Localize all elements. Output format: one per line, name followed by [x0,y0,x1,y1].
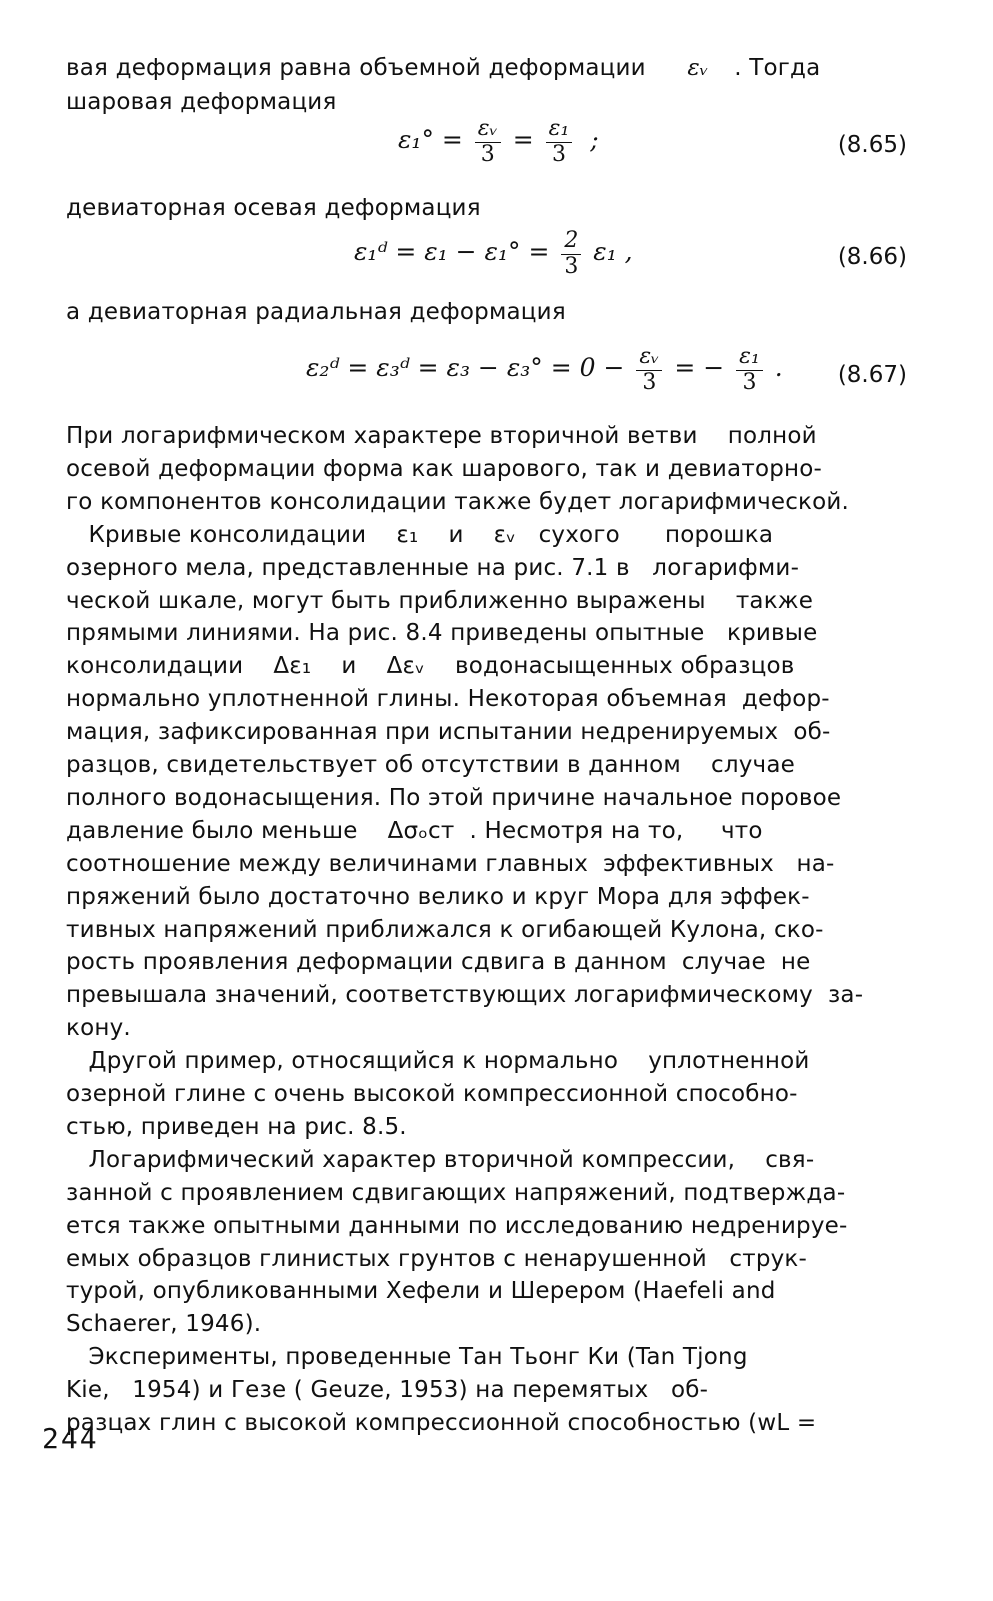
body-line: озерной глине с очень высокой компрессионной способно- [66,1081,798,1107]
eq867-frac2-den: 3 [742,370,757,395]
body-line: Логарифмический характер вторичной компрессии, свя- [66,1146,815,1173]
body-line: Другой пример, относящийся к нормально уплотненной [66,1048,810,1075]
eq865-frac1-den: 3 [480,142,495,167]
equation-8-65 [398,116,599,167]
body-line: кону. [66,1015,131,1042]
eq866-fraction [561,228,581,279]
intro-line-3: девиаторная осевая деформация [66,195,481,221]
eq867-mid: = − [674,353,725,382]
eq866-tail: ε₁ , [593,237,633,266]
body-line: нормально уплотненной глины. Некоторая объемная дефор- [66,686,830,713]
body-line: тивных напряжений приближался к огибающей Кулона, ско- [66,916,824,943]
eq866-lhs: ε₁ᵈ = ε₁ − ε₁° = [354,237,550,266]
body-line: соотношение между величинами главных эффективных на- [66,850,835,877]
body-line: Эксперименты, проведенные Тан Тьонг Ки (Tan Tjong [66,1344,748,1371]
body-line: го компонентов консолидации также будет логарифмической. [66,488,850,515]
body-line: разцов, свидетельствует об отсутствии в данном случае [66,752,795,778]
equation-8-66 [354,228,633,279]
intro-line-2: шаровая деформация [66,89,337,115]
eq867-frac1-den: 3 [642,370,657,395]
body-line: разцах глин с высокой компрессионной способностью (wL = [66,1410,817,1436]
eq865-lhs: ε₁° = [398,125,463,154]
eq865-fraction-2 [546,116,573,167]
eq867-lhs: ε₂ᵈ = ε₃ᵈ = ε₃ − ε₃° = 0 − [306,353,625,382]
eq867-frac1-num: εᵥ [636,344,662,371]
eq867-frac2-num: ε₁ [736,344,763,371]
body-line: Кривые консолидации ε₁ и εᵥ сухого порошка [66,521,774,548]
eq867-fraction-2 [736,344,763,395]
body-line: занной с проявлением сдвигающих напряжений, подтвержда- [66,1179,846,1206]
body-line: При логарифмическом характере вторичной ветви полной [66,423,817,449]
eq865-fraction-1 [475,116,501,167]
eq865-tail: ; [590,125,599,154]
equation-number-8-67: (8.67) [837,362,907,388]
eq865-frac2-num: ε₁ [546,116,573,143]
intro-line-4: а девиаторная радиальная деформация [66,299,566,325]
intro-line-1-text: вая деформация равна объемной деформации [66,55,646,81]
body-line: консолидации Δε₁ и Δεᵥ водонасыщенных образцов [66,653,795,680]
page-number: 244 [42,1422,99,1455]
equation-8-67 [306,344,783,395]
body-line: осевой деформации форма как шарового, так и девиаторно- [66,455,823,482]
eq865-mid: = [512,125,534,154]
body-line: ческой шкале, могут быть приближенно выражены также [66,587,814,614]
eq865-frac1-num: εᵥ [475,116,501,143]
body-line: емых образцов глинистых грунтов с ненарушенной струк- [66,1245,808,1272]
body-line: Schaerer, 1946). [66,1311,262,1338]
epsilon-v-symbol: εᵥ [687,55,709,81]
body-line: рость проявления деформации сдвига в данном случае не [66,949,811,976]
body-line: мация, зафиксированная при испытании недренируемых об- [66,719,831,746]
body-line: давление было меньше Δσₒcт . Несмотря на то, что [66,817,763,844]
intro-line-1 [66,52,912,85]
body-line: пряжений было достаточно велико и круг Мора для эффек- [66,883,810,910]
body-line: озерного мела, представленные на рис. 7.1 в логарифми- [66,554,800,581]
body-line: превышала значений, соответствующих логарифмическому за- [66,982,864,1009]
body-line: прямыми линиями. На рис. 8.4 приведены опытные кривые [66,620,818,647]
body-line: ется также опытными данными по исследованию недренируе- [66,1212,848,1239]
body-line: полного водонасыщения. По этой причине начальное поровое [66,784,842,811]
equation-number-8-65: (8.65) [837,132,907,158]
eq867-tail: . [774,353,783,382]
equation-number-8-66: (8.66) [837,244,907,270]
body-line: Kie, 1954) и Гезе ( Geuze, 1953) на перемятых об- [66,1377,709,1404]
body-line: стью, приведен на рис. 8.5. [66,1113,407,1140]
intro-line-1-end: . Тогда [734,55,821,81]
body-line: турой, опубликованными Хефели и Шерером (Haefeli and [66,1278,776,1305]
eq865-frac2-den: 3 [551,142,566,167]
eq866-frac-num: 2 [561,228,581,255]
eq866-frac-den: 3 [564,254,579,279]
eq867-fraction-1 [636,344,662,395]
